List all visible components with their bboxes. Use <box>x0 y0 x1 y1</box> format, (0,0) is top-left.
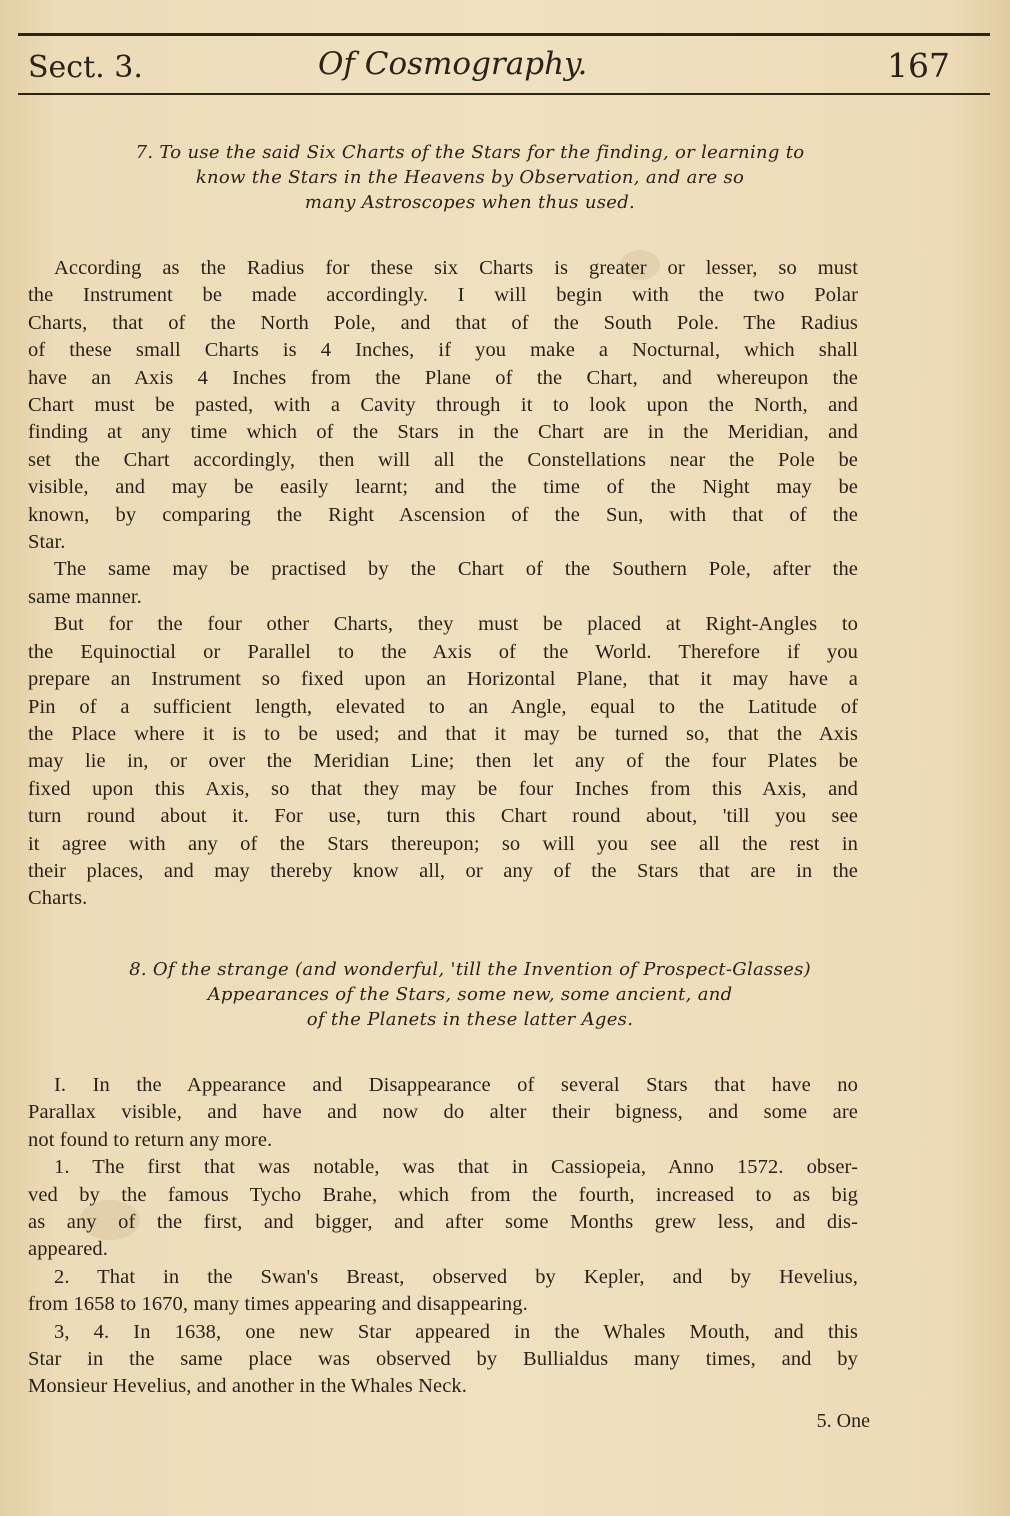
header-rule-bottom <box>18 93 990 95</box>
text-line: ved by the famous Tycho Brahe, which from the fourth, increased to as big <box>28 1183 858 1206</box>
text-line: Star. <box>28 531 66 554</box>
text-line: as any of the first, and bigger, and after some Months grew less, and dis- <box>28 1211 858 1234</box>
text-line: Charts, that of the North Pole, and that of the South Pole. The Radius <box>28 311 858 334</box>
text-line: the Instrument be made accordingly. I will begin with the two Polar <box>28 284 858 307</box>
text-line: their places, and may thereby know all, or any of the Stars that are in the <box>28 859 858 882</box>
text-line: have an Axis 4 Inches from the Plane of the Chart, and whereupon the <box>28 366 858 389</box>
heading-line: of the Planets in these latter Ages. <box>306 1009 634 1030</box>
text-line: from 1658 to 1670, many times appearing and disappearing. <box>28 1293 528 1316</box>
running-head-section: Sect. 3. <box>28 50 143 85</box>
running-head-title: Of Cosmography. <box>318 46 588 82</box>
text-line: fixed upon this Axis, so that they may be four Inches from this Axis, and <box>28 777 858 800</box>
text-line: But for the four other Charts, they must be placed at Right-Angles to <box>54 613 858 636</box>
text-line: appeared. <box>28 1238 108 1261</box>
text-line: the Equinoctial or Parallel to the Axis of the World. Therefore if you <box>28 640 858 663</box>
text-line: the Place where it is to be used; and that it may be turned so, that the Axis <box>28 722 858 745</box>
heading-line: many Astroscopes when thus used. <box>304 192 636 213</box>
text-line: 2. That in the Swan's Breast, observed by Kepler, and by Hevelius, <box>54 1265 858 1288</box>
heading-line: Appearances of the Stars, some new, some ancient, and <box>207 984 733 1005</box>
text-line: turn round about it. For use, turn this Chart round about, 'till you see <box>28 805 858 828</box>
text-line: 3, 4. In 1638, one new Star appeared in the Whales Mouth, and this <box>54 1320 858 1343</box>
text-line: visible, and may be easily learnt; and the time of the Night may be <box>28 476 858 499</box>
text-line: Chart must be pasted, with a Cavity through it to look upon the North, and <box>28 394 858 417</box>
text-line: same manner. <box>28 585 142 608</box>
text-line: According as the Radius for these six Charts is greater or lesser, so must <box>54 257 858 279</box>
heading-line: 7. To use the said Six Charts of the Stars for the finding, or learning to <box>135 142 805 163</box>
text-line: Parallax visible, and have and now do alter their bigness, and some are <box>28 1101 858 1124</box>
text-line: of these small Charts is 4 Inches, if you make a Nocturnal, which shall <box>28 339 858 362</box>
text-line: Star in the same place was observed by Bullialdus many times, and by <box>28 1348 858 1371</box>
section-8-heading <box>40 957 900 1032</box>
page-number: 167 <box>887 46 950 85</box>
catchword: 5. One <box>816 1410 870 1432</box>
heading-line: know the Stars in the Heavens by Observation, and are so <box>195 167 745 188</box>
text-line: I. In the Appearance and Disappearance of several Stars that have no <box>54 1074 858 1096</box>
text-line: may lie in, or over the Meridian Line; then let any of the four Plates be <box>28 750 858 773</box>
text-line: not found to return any more. <box>28 1128 273 1151</box>
header-rule-top <box>18 33 990 36</box>
heading-line: 8. Of the strange (and wonderful, 'till the Invention of Prospect-Glasses) <box>129 959 811 980</box>
text-line: Monsieur Hevelius, and another in the Whales Neck. <box>28 1375 467 1398</box>
text-line: it agree with any of the Stars thereupon; so will you see all the rest in <box>28 832 858 855</box>
section-8-text <box>28 1072 858 1401</box>
section-7-text <box>28 255 858 913</box>
section-7-heading <box>40 140 900 215</box>
text-line: Pin of a sufficient length, elevated to an Angle, equal to the Latitude of <box>28 695 858 718</box>
text-line: Charts. <box>28 887 88 910</box>
text-line: known, by comparing the Right Ascension of the Sun, with that of the <box>28 503 858 526</box>
text-line: set the Chart accordingly, then will all the Constellations near the Pole be <box>28 448 858 471</box>
text-line: finding at any time which of the Stars in the Chart are in the Meridian, and <box>28 421 858 444</box>
text-line: 1. The first that was notable, was that in Cassiopeia, Anno 1572. obser- <box>54 1156 858 1179</box>
text-line: The same may be practised by the Chart of the Southern Pole, after the <box>54 558 858 581</box>
text-line: prepare an Instrument so fixed upon an Horizontal Plane, that it may have a <box>28 668 858 691</box>
